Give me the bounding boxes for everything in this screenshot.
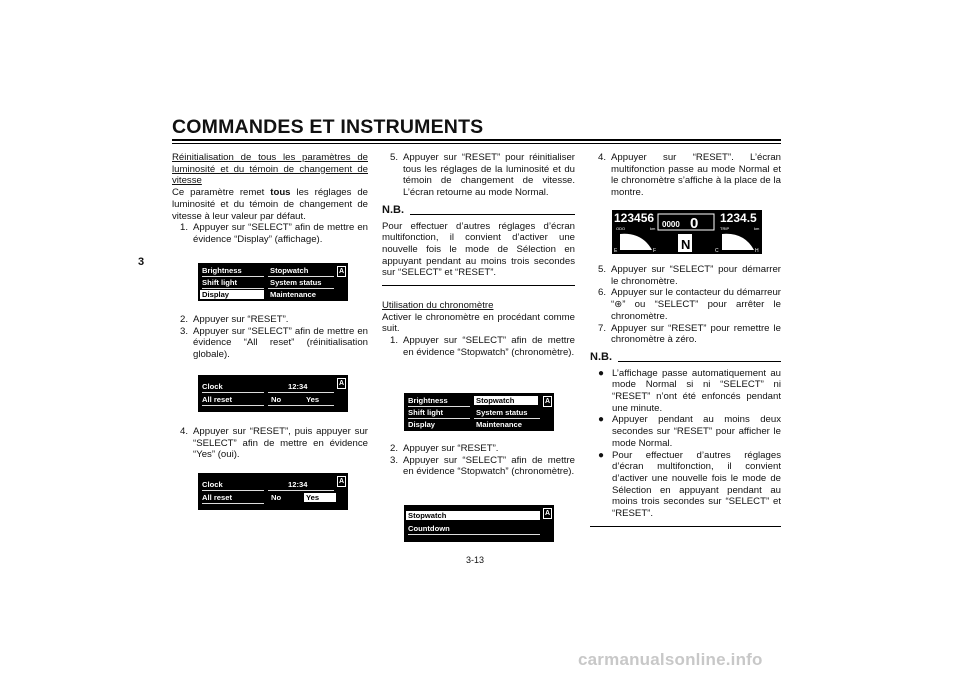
lcd-all-reset-yes: Clock 12:34 All reset No Yes A xyxy=(198,473,348,510)
stopwatch-value: 0000 xyxy=(662,220,680,229)
header-rule xyxy=(172,139,781,141)
left-column-steps xyxy=(172,314,368,361)
svg-text:H: H xyxy=(755,248,759,254)
lcd-stopwatch-countdown: Stopwatch Countdown A xyxy=(404,505,554,542)
step-item: 7. Appuyer sur “RESET” pour remettre le chronomètre à zéro. xyxy=(598,322,781,346)
nb-heading: N.B. xyxy=(590,352,781,364)
a-icon: A xyxy=(338,380,345,387)
nb-bullet-list xyxy=(590,368,781,520)
gear-indicator: N xyxy=(681,237,691,252)
right-column xyxy=(590,152,781,199)
bullet-icon: ● xyxy=(598,414,605,426)
svg-text:TRIP: TRIP xyxy=(720,226,730,231)
step-item: 2. Appuyer sur “RESET”. xyxy=(390,443,499,454)
nb-heading: N.B. xyxy=(382,205,575,217)
step-item: 1. Appuyer sur “SELECT” afin de mettre en évidence “Stopwatch” (chronomètre). xyxy=(390,335,575,358)
chrono-intro: Activer le chronomètre en procédant comme suit. xyxy=(382,311,575,335)
bullet-item: ● L’affichage passe automatiquement au mode Normal si ni “SELECT” ni “RESET” n’ont été enfoncés pendant une minute. xyxy=(598,367,781,414)
step-item: 5. Appuyer sur “SELECT” pour démarrer le chronomètre. xyxy=(598,264,781,287)
page-number: 3-13 xyxy=(466,555,485,565)
trip-value: 1234.5 xyxy=(720,211,757,225)
left-column-step4 xyxy=(172,426,368,461)
middle-column-steps xyxy=(382,443,575,478)
bullet-item: ● Pour effectuer d’autres réglages d’écran multifonction, il convient d’activer une nouvelle fois le mode de Sélection en appuyant pendant au moins trois secondes sur “SELECT” et “RESET”. xyxy=(598,449,781,520)
page-header-title: COMMANDES ET INSTRUMENTS xyxy=(172,116,484,138)
bullet-item: ● Appuyer pendant au moins deux secondes sur “RESET” pour afficher le mode Normal. xyxy=(598,414,781,449)
svg-text:km: km xyxy=(754,226,760,231)
lcd-menu-stopwatch: Brightness Stopwatch Shift light System status Display Maintenance A xyxy=(404,393,554,431)
step-item: 6. Appuyer sur le contacteur du démarreur “⊛” ou “SELECT” pour arrêter le chronomètre. xyxy=(598,287,781,322)
bullet-icon: ● xyxy=(598,449,605,461)
intro-paragraph: Ce paramètre remet tous les réglages de luminosité et du témoin de changement de vitesse à leur valeur par défaut. xyxy=(172,187,369,222)
a-icon: A xyxy=(338,268,345,275)
left-column xyxy=(172,152,368,246)
svg-text:km: km xyxy=(650,226,656,231)
right-column-steps xyxy=(590,264,781,527)
odometer-value: 123456 xyxy=(614,211,655,225)
step-item: 3. Appuyer sur “SELECT” afin de mettre en évidence “All reset” (réinitialisation globale). xyxy=(180,325,368,361)
svg-text:ODO: ODO xyxy=(616,226,626,231)
svg-text:C: C xyxy=(715,248,719,254)
watermark: carmanualsonline.info xyxy=(578,650,763,669)
a-icon: A xyxy=(544,510,551,517)
section-heading-reset: Réinitialisation de tous les paramètres de luminosité et du témoin de changement de vitesse xyxy=(172,152,368,187)
step-item: 3. Appuyer sur “SELECT” afin de mettre en évidence “Stopwatch” (chronomètre). xyxy=(390,454,575,478)
nb-end-rule xyxy=(382,285,575,286)
nb-text: Pour effectuer d’autres réglages d’écran multifonction, il convient d’activer une nouvelle fois le mode de Sélection en appuyant pendant au moins trois secondes sur “SELECT” et “RESET”. xyxy=(382,220,575,279)
header-rule-thin xyxy=(172,143,781,144)
step-item: 4. Appuyer sur “RESET”. L’écran multifonction passe au mode Normal et le chronomètre s’affiche à la place de la montre. xyxy=(598,152,781,199)
middle-column xyxy=(382,152,575,359)
step-item: 2. Appuyer sur “RESET”. xyxy=(180,314,289,325)
svg-text:F: F xyxy=(653,248,657,254)
lcd-all-reset-no: Clock 12:34 All reset No Yes A xyxy=(198,375,348,412)
dashboard-display xyxy=(612,210,762,254)
step-item: 4. Appuyer sur “RESET”, puis appuyer sur “SELECT” afin de mettre en évidence “Yes” (oui). xyxy=(180,426,368,461)
section-heading-chrono: Utilisation du chronomètre xyxy=(382,300,494,312)
chapter-number: 3 xyxy=(138,256,145,268)
a-icon: A xyxy=(338,478,345,485)
nb-end-rule xyxy=(590,526,781,527)
lcd-menu-display: Brightness Stopwatch Shift light System status Display Maintenance A xyxy=(198,263,348,301)
step-item: 1. Appuyer sur “SELECT” afin de mettre en évidence “Display” (affichage). xyxy=(180,222,368,245)
step-item: 5. Appuyer sur “RESET” pour réinitialiser tous les réglages de la luminosité et du témoin de changement de vitesse. L’écran retourne au mode Normal. xyxy=(390,152,575,199)
a-icon: A xyxy=(544,398,551,405)
bullet-icon: ● xyxy=(598,367,605,379)
svg-text:E: E xyxy=(614,248,618,254)
svg-text:0: 0 xyxy=(690,215,699,232)
